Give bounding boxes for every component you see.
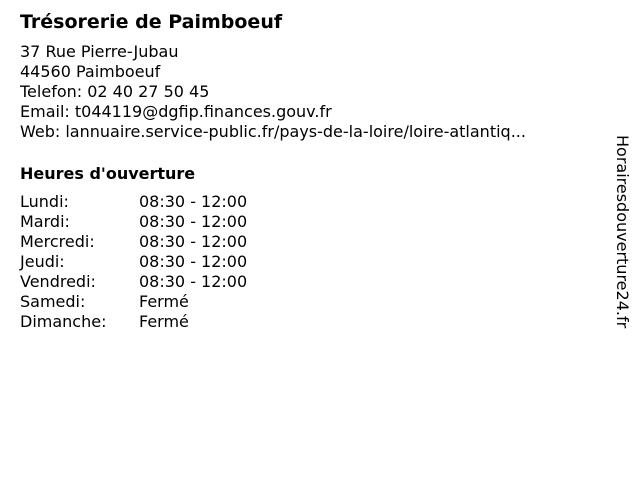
side-brand-label: Horairesdouverture24.fr: [613, 135, 632, 329]
day-label: Vendredi:: [20, 272, 96, 291]
street-address: 37 Rue Pierre-Jubau: [20, 42, 179, 61]
day-time: 08:30 - 12:00: [139, 192, 248, 211]
email-line[interactable]: Email: t044119@dgfip.finances.gouv.fr: [20, 102, 332, 121]
day-time: Fermé: [139, 312, 189, 331]
hours-row-friday: [20, 272, 600, 292]
day-label: Dimanche:: [20, 312, 107, 331]
hours-heading: Heures d'ouverture: [20, 164, 196, 183]
day-label: Lundi:: [20, 192, 69, 211]
hours-row-wednesday: [20, 232, 600, 252]
day-label: Jeudi:: [20, 252, 65, 271]
day-time: 08:30 - 12:00: [139, 212, 248, 231]
phone-line[interactable]: Telefon: 02 40 27 50 45: [20, 82, 210, 101]
page-title: Trésorerie de Paimboeuf: [20, 11, 283, 33]
city-address: 44560 Paimboeuf: [20, 62, 161, 81]
day-time: 08:30 - 12:00: [139, 272, 248, 291]
day-label: Mercredi:: [20, 232, 95, 251]
day-label: Mardi:: [20, 212, 70, 231]
hours-table: [20, 192, 600, 332]
address-block: [20, 42, 600, 142]
day-label: Samedi:: [20, 292, 86, 311]
business-card: [20, 10, 600, 332]
hours-row-saturday: [20, 292, 600, 312]
hours-row-tuesday: [20, 212, 600, 232]
day-time: 08:30 - 12:00: [139, 232, 248, 251]
web-line[interactable]: Web: lannuaire.service-public.fr/pays-de-la-loire/loire-atlantiq...: [20, 122, 526, 141]
hours-row-monday: [20, 192, 600, 212]
day-time: Fermé: [139, 292, 189, 311]
hours-row-thursday: [20, 252, 600, 272]
day-time: 08:30 - 12:00: [139, 252, 248, 271]
hours-row-sunday: [20, 312, 600, 332]
